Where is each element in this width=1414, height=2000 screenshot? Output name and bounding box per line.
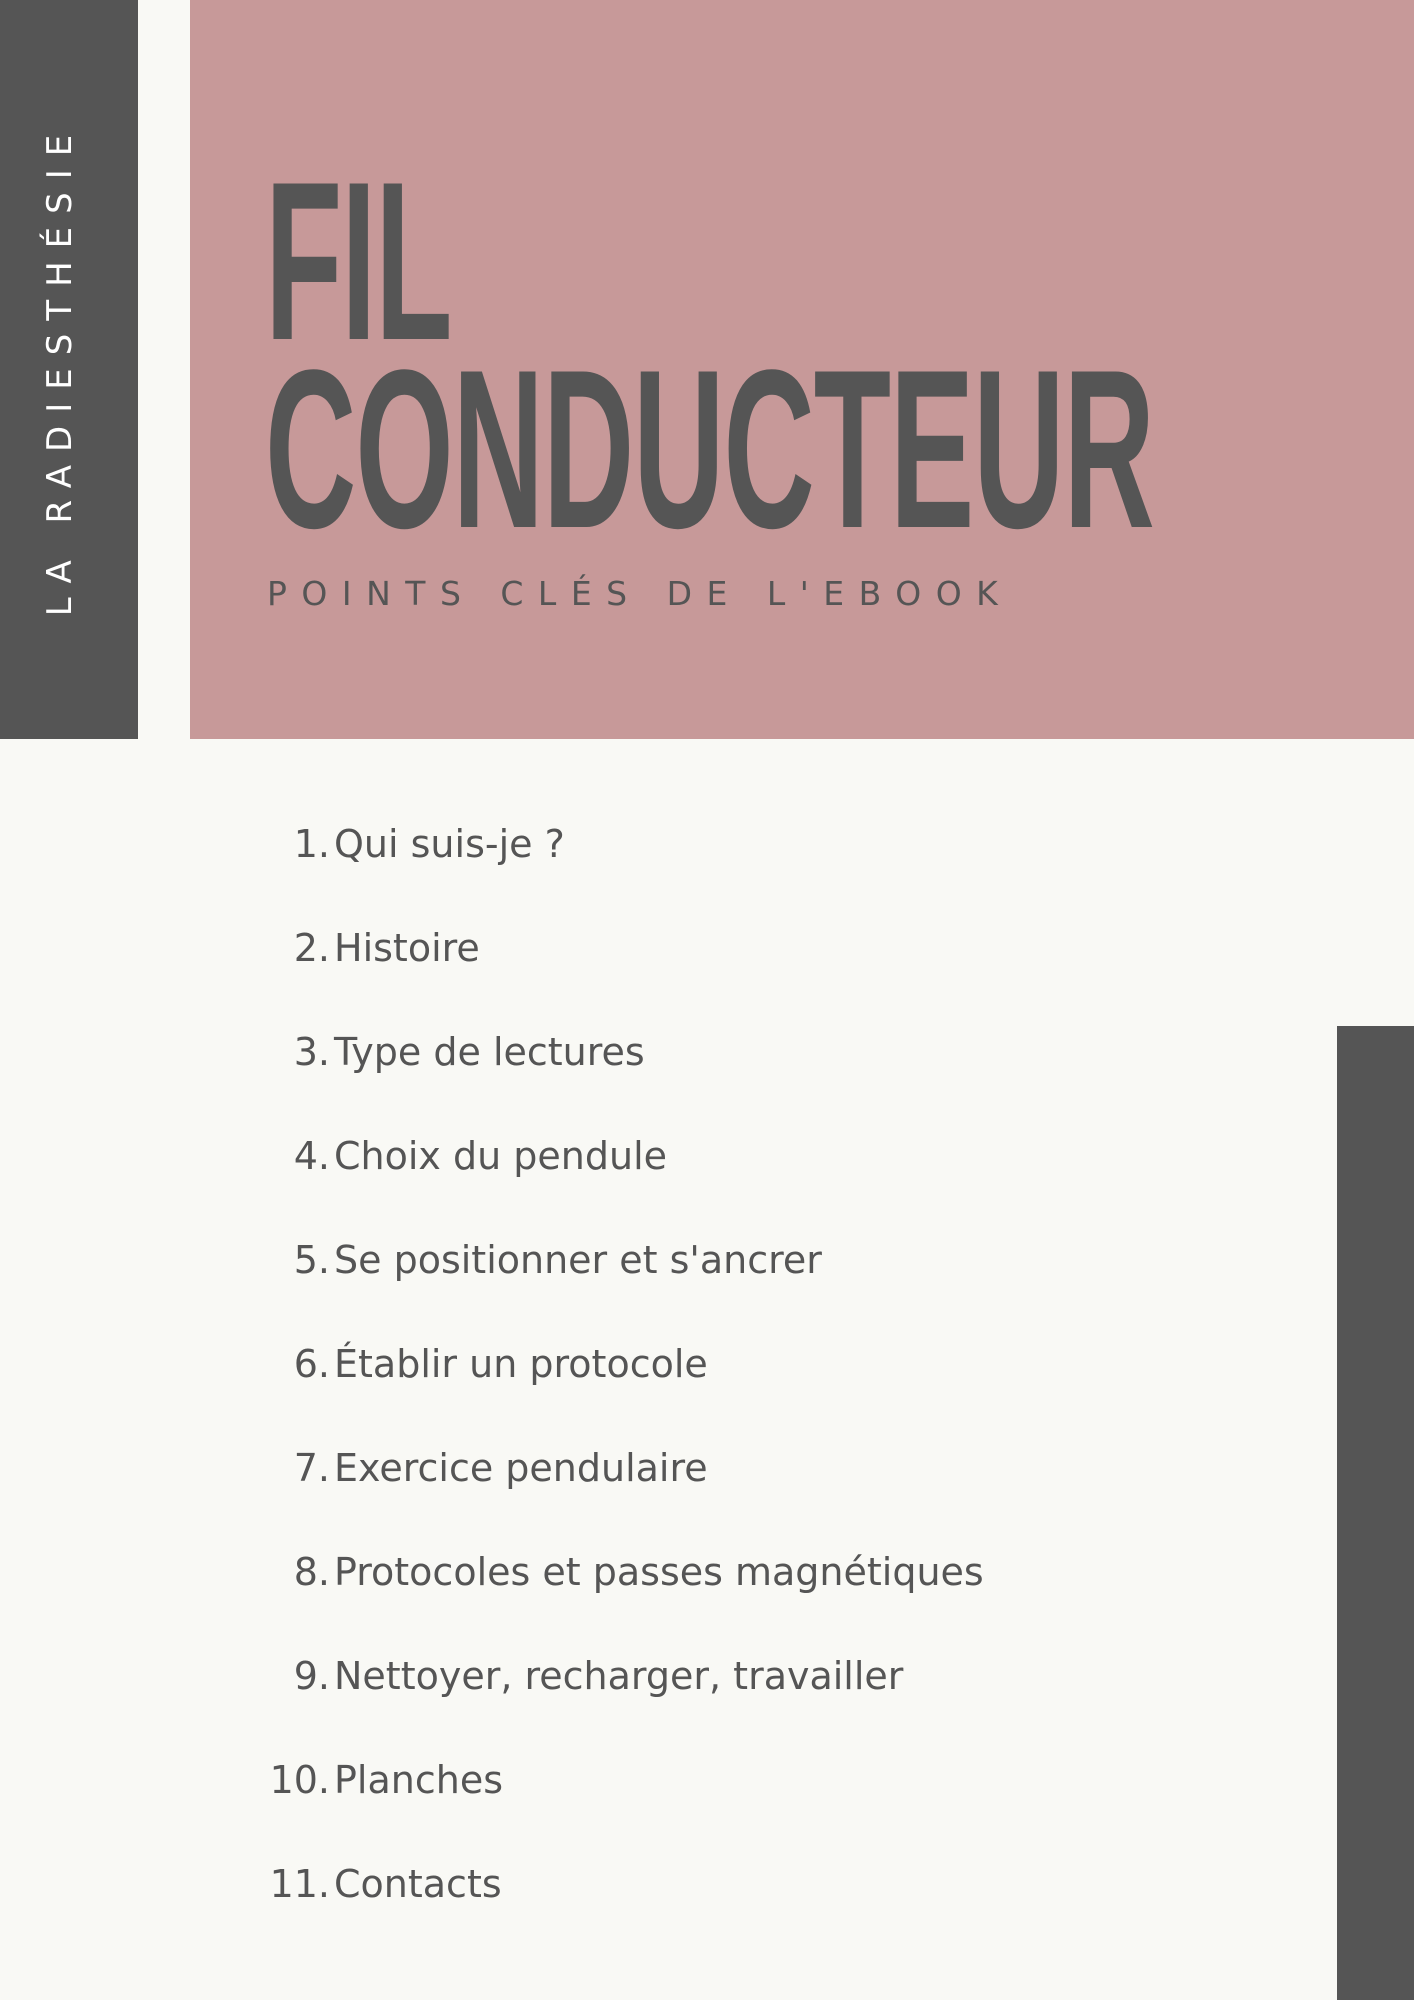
toc-item-label: Contacts <box>334 1862 502 1906</box>
toc-item <box>0 814 1300 874</box>
toc-item-label: Se positionner et s'ancrer <box>334 1238 822 1282</box>
toc-item <box>0 1542 1300 1602</box>
toc-item <box>0 1334 1300 1394</box>
toc-item-number: 4. <box>293 1134 330 1178</box>
toc-item-label: Établir un protocole <box>334 1342 708 1386</box>
toc-item-label: Choix du pendule <box>334 1134 668 1178</box>
toc-item <box>0 1750 1300 1810</box>
toc-item <box>0 1646 1300 1706</box>
toc-item-number: 8. <box>293 1550 330 1594</box>
toc-item <box>0 1230 1300 1290</box>
page-title-line-2: CONDUCTEUR <box>265 322 1154 575</box>
toc-item <box>0 1438 1300 1498</box>
toc-item <box>0 1126 1300 1186</box>
right-decorative-band <box>1337 1026 1414 2000</box>
toc-item-label: Histoire <box>334 926 480 970</box>
page-subtitle: POINTS CLÉS DE L'EBOOK <box>267 574 1013 613</box>
toc-item-number: 6. <box>293 1342 330 1386</box>
toc-item-number: 3. <box>293 1030 330 1074</box>
toc-item-number: 7. <box>293 1446 330 1490</box>
sidebar-vertical-label: LA RADIESTHÉSIE <box>40 121 80 617</box>
left-sidebar-band <box>0 0 138 739</box>
toc-item-number: 11. <box>269 1862 330 1906</box>
toc-item-number: 1. <box>293 822 330 866</box>
toc-item <box>0 1854 1300 1914</box>
toc-item-label: Planches <box>334 1758 503 1802</box>
toc-item-label: Nettoyer, recharger, travailler <box>334 1654 904 1698</box>
page-title-line-1: FIL <box>265 134 452 387</box>
toc-item-label: Exercice pendulaire <box>334 1446 708 1490</box>
toc-item-label: Qui suis-je ? <box>334 822 565 866</box>
toc-item-number: 5. <box>293 1238 330 1282</box>
toc-item <box>0 918 1300 978</box>
toc-item-label: Type de lectures <box>334 1030 645 1074</box>
toc-item-label: Protocoles et passes magnétiques <box>334 1550 984 1594</box>
toc-item-number: 9. <box>293 1654 330 1698</box>
toc-item <box>0 1022 1300 1082</box>
toc-item-number: 2. <box>293 926 330 970</box>
toc-item-number: 10. <box>269 1758 330 1802</box>
